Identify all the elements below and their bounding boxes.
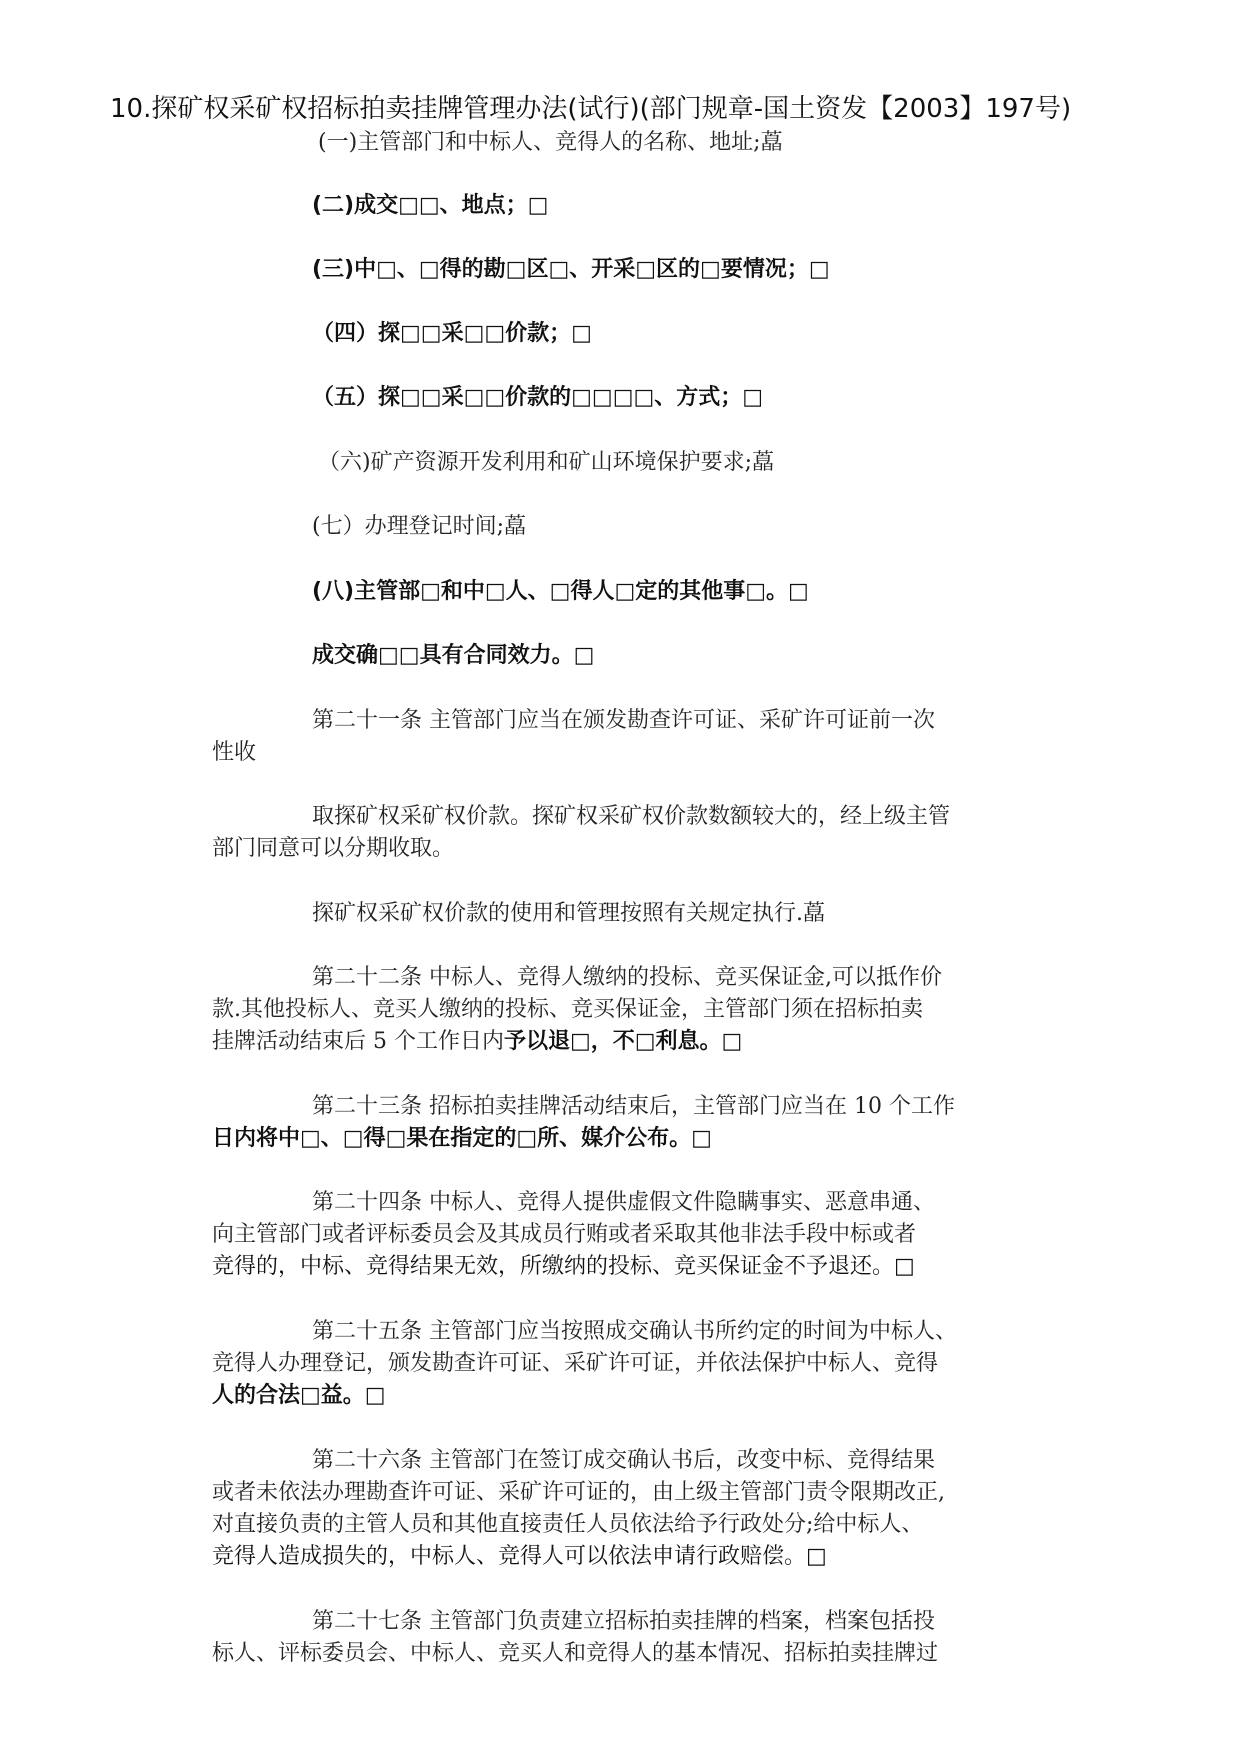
- article-27-line-2: 标人、评标委员会、中标人、竞买人和竞得人的基本情况、招标拍卖挂牌过: [212, 1641, 939, 1666]
- article-24-line-3: 竞得的，中标、竞得结果无效，所缴纳的投标、竞买保证金不予退还。□: [212, 1254, 915, 1279]
- article-26-line-1: 第二十六条 主管部门在签订成交确认书后，改变中标、竞得结果: [312, 1448, 935, 1473]
- article-21-line-5: 探矿权采矿权价款的使用和管理按照有关规定执行.藠: [312, 901, 825, 926]
- article-23-line-2: 日内将中□、□得□果在指定的□所、媒介公布。□: [212, 1126, 712, 1151]
- article-21-line-4: 部门同意可以分期收取。: [212, 836, 455, 861]
- article-25-line-3: 人的合法□益。□: [212, 1383, 386, 1408]
- article-22-line-3-bold: 予以退□，不□利息。□: [503, 1029, 743, 1054]
- item-7: (七）办理登记时间;藠: [312, 514, 526, 539]
- article-22-line-3: [212, 1026, 742, 1059]
- item-1: (一)主管部门和中标人、竞得人的名称、地址;藠: [318, 130, 783, 155]
- article-25-line-1: 第二十五条 主管部门应当按照成交确认书所约定的时间为中标人、: [312, 1319, 957, 1344]
- article-23-line-1: 第二十三条 招标拍卖挂牌活动结束后，主管部门应当在 10 个工作: [312, 1094, 955, 1119]
- article-22-line-1: 第二十二条 中标人、竞得人缴纳的投标、竞买保证金,可以抵作价: [312, 965, 942, 990]
- item-5: （五）探□□采□□价款的□□□□、方式；□: [312, 385, 764, 410]
- article-26-line-3: 对直接负责的主管人员和其他直接责任人员依法给予行政处分;给中标人、: [212, 1512, 924, 1537]
- item-6: （六)矿产资源开发利用和矿山环境保护要求;藠: [318, 450, 774, 475]
- item-3: (三)中□、□得的勘□区□、开采□区的□要情况；□: [312, 257, 830, 282]
- article-26-line-2: 或者未依法办理勘查许可证、采矿许可证的，由上级主管部门责令限期改正,: [212, 1480, 945, 1505]
- article-26-line-4: 竞得人造成损失的，中标人、竞得人可以依法申请行政赔偿。□: [212, 1544, 827, 1569]
- article-24-line-1: 第二十四条 中标人、竞得人提供虚假文件隐瞒事实、恶意串通、: [312, 1190, 935, 1215]
- item-4: （四）探□□采□□价款；□: [312, 321, 592, 346]
- item-2: (二)成交□□、地点；□: [312, 193, 549, 218]
- article-22-line-3-serif: 挂牌活动结束后 5 个工作日内: [212, 1029, 504, 1054]
- article-21-line-3: 取探矿权采矿权价款。探矿权采矿权价款数额较大的，经上级主管: [312, 804, 951, 829]
- article-21-line-2: 性收: [212, 740, 257, 765]
- item-9: 成交确□□具有合同效力。□: [312, 643, 595, 668]
- article-27-line-1: 第二十七条 主管部门负责建立招标拍卖挂牌的档案，档案包括投: [312, 1609, 935, 1634]
- article-21-line-1: 第二十一条 主管部门应当在颁发勘查许可证、采矿许可证前一次: [312, 708, 935, 733]
- article-24-line-2: 向主管部门或者评标委员会及其成员行贿或者采取其他非法手段中标或者: [212, 1222, 917, 1247]
- article-22-line-2: 款.其他投标人、竞买人缴纳的投标、竞买保证金，主管部门须在招标拍卖: [212, 997, 923, 1022]
- item-8: (八)主管部□和中□人、□得人□定的其他事□。□: [312, 579, 809, 604]
- article-25-line-2: 竞得人办理登记，颁发勘查许可证、采矿许可证，并依法保护中标人、竞得: [212, 1351, 939, 1376]
- document-title: 10.探矿权采矿权招标拍卖挂牌管理办法(试行)(部门规章-国土资发【2003】197号): [110, 94, 1072, 124]
